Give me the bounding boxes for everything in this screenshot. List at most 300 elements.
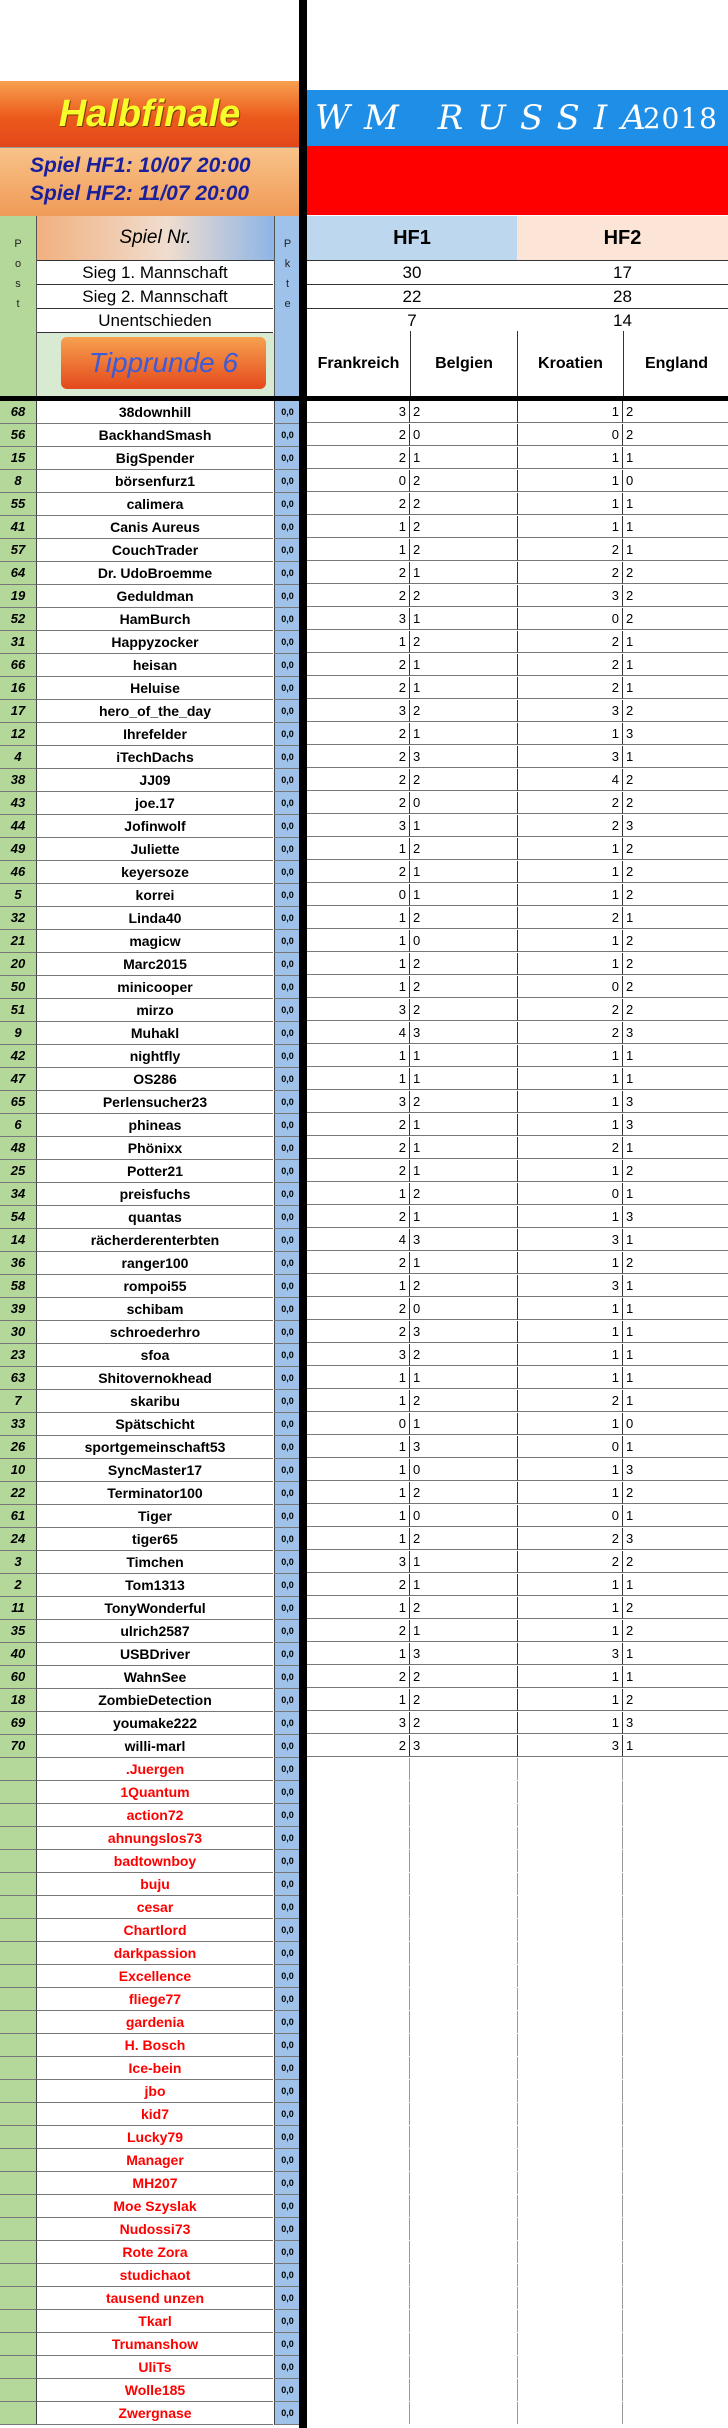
points-cell: 0,0 (274, 2218, 300, 2241)
tip-england-cell (623, 2287, 728, 2309)
tip-frankreich-cell (307, 2287, 410, 2309)
rank-cell: 3 (0, 1551, 37, 1574)
table-row (0, 1160, 728, 1183)
player-name-cell: buju (37, 1873, 273, 1896)
rank-cell: 21 (0, 930, 37, 953)
round-title: Halbfinale (0, 81, 299, 147)
tip-kroatien-cell (517, 2034, 623, 2056)
rank-cell: 26 (0, 1436, 37, 1459)
post-letter: s (15, 278, 21, 290)
player-name-cell: Potter21 (37, 1160, 273, 1183)
rank-cell (0, 2103, 37, 2126)
table-row (0, 2241, 728, 2264)
rank-cell (0, 2195, 37, 2218)
tip-belgien-cell: 0 (410, 930, 517, 952)
tip-kroatien-cell: 1 (517, 1482, 623, 1504)
rank-cell (0, 2080, 37, 2103)
table-row (0, 1873, 728, 1896)
tip-frankreich-cell (307, 1873, 410, 1895)
rank-cell (0, 2264, 37, 2287)
table-row (0, 1482, 728, 1505)
tip-kroatien-cell (517, 2172, 623, 2194)
tournament-banner (307, 90, 728, 146)
table-row (0, 2034, 728, 2057)
tip-kroatien-cell: 4 (517, 769, 623, 791)
points-cell: 0,0 (274, 1735, 300, 1758)
player-name-cell: ZombieDetection (37, 1689, 273, 1712)
tip-frankreich-cell: 2 (307, 1206, 410, 1228)
tip-frankreich-cell: 2 (307, 1321, 410, 1343)
tip-kroatien-cell: 1 (517, 1298, 623, 1320)
tip-frankreich-cell (307, 2264, 410, 2286)
player-name-cell: schroederhro (37, 1321, 273, 1344)
table-row (0, 1390, 728, 1413)
tip-england-cell (623, 2034, 728, 2056)
rank-cell: 31 (0, 631, 37, 654)
tip-belgien-cell: 2 (410, 539, 517, 561)
table-row (0, 1137, 728, 1160)
points-cell: 0,0 (274, 1229, 300, 1252)
tip-frankreich-cell: 2 (307, 861, 410, 883)
tip-england-cell: 3 (623, 815, 728, 837)
tip-kroatien-cell (517, 2402, 623, 2424)
tip-belgien-cell (410, 1873, 517, 1895)
tip-belgien-cell: 2 (410, 631, 517, 653)
rank-cell: 25 (0, 1160, 37, 1183)
points-cell: 0,0 (274, 2402, 300, 2425)
tip-england-cell (623, 2126, 728, 2148)
tip-kroatien-cell (517, 2264, 623, 2286)
table-row (0, 1758, 728, 1781)
hf2-draw-count: 14 (517, 309, 728, 333)
player-name-cell: ahnungslos73 (37, 1827, 273, 1850)
tip-kroatien-cell (517, 2379, 623, 2401)
tip-kroatien-cell: 1 (517, 1045, 623, 1067)
tip-belgien-cell: 1 (410, 884, 517, 906)
player-name-cell: Ihrefelder (37, 723, 273, 746)
post-column-header (0, 216, 37, 396)
player-name-cell: WahnSee (37, 1666, 273, 1689)
points-cell: 0,0 (274, 608, 300, 631)
points-cell: 0,0 (274, 2310, 300, 2333)
tip-kroatien-cell: 1 (517, 1597, 623, 1619)
player-name-cell: Tom1313 (37, 1574, 273, 1597)
tip-frankreich-cell (307, 2195, 410, 2217)
points-cell: 0,0 (274, 2241, 300, 2264)
player-name-cell: Geduldman (37, 585, 273, 608)
rank-cell: 51 (0, 999, 37, 1022)
table-row (0, 1206, 728, 1229)
tip-belgien-cell: 1 (410, 608, 517, 630)
tip-belgien-cell: 1 (410, 1620, 517, 1642)
player-name-cell: Shitovernokhead (37, 1367, 273, 1390)
rank-cell: 10 (0, 1459, 37, 1482)
tip-frankreich-cell (307, 1942, 410, 1964)
player-name-cell: BackhandSmash (37, 424, 273, 447)
tip-england-cell: 1 (623, 1367, 728, 1389)
tip-england-cell: 1 (623, 1574, 728, 1596)
tip-frankreich-cell: 3 (307, 815, 410, 837)
tip-england-cell: 1 (623, 1137, 728, 1159)
tip-belgien-cell (410, 2172, 517, 2194)
tip-belgien-cell: 1 (410, 1367, 517, 1389)
tip-england-cell (623, 2103, 728, 2125)
tip-kroatien-cell: 1 (517, 723, 623, 745)
points-cell: 0,0 (274, 723, 300, 746)
tip-kroatien-cell (517, 1919, 623, 1941)
player-name-cell: Manager (37, 2149, 273, 2172)
points-cell: 0,0 (274, 1413, 300, 1436)
hf2-sieg2-count: 28 (517, 285, 728, 309)
tip-england-cell: 1 (623, 1666, 728, 1688)
player-name-cell: Ice-bein (37, 2057, 273, 2080)
table-row (0, 1965, 728, 1988)
table-row (0, 677, 728, 700)
tip-frankreich-cell (307, 2333, 410, 2355)
tip-frankreich-cell (307, 1781, 410, 1803)
tip-frankreich-cell (307, 2218, 410, 2240)
tip-england-cell: 1 (623, 746, 728, 768)
table-row (0, 907, 728, 930)
table-row (0, 1919, 728, 1942)
points-cell: 0,0 (274, 1574, 300, 1597)
tip-kroatien-cell: 1 (517, 1206, 623, 1228)
tip-kroatien-cell: 3 (517, 585, 623, 607)
rank-cell: 15 (0, 447, 37, 470)
points-cell: 0,0 (274, 1942, 300, 1965)
tip-frankreich-cell (307, 1850, 410, 1872)
tip-kroatien-cell: 0 (517, 424, 623, 446)
tip-kroatien-cell: 2 (517, 1551, 623, 1573)
tip-frankreich-cell: 1 (307, 907, 410, 929)
tip-frankreich-cell: 1 (307, 1183, 410, 1205)
tip-belgien-cell: 0 (410, 1298, 517, 1320)
red-banner (307, 146, 728, 215)
player-name-cell: calimera (37, 493, 273, 516)
player-name-cell: Lucky79 (37, 2126, 273, 2149)
tip-belgien-cell: 3 (410, 1321, 517, 1343)
player-name-cell: SyncMaster17 (37, 1459, 273, 1482)
rank-cell (0, 1827, 37, 1850)
tip-england-cell (623, 1965, 728, 1987)
rank-cell (0, 2126, 37, 2149)
table-row (0, 815, 728, 838)
tip-kroatien-cell: 2 (517, 1137, 623, 1159)
tip-kroatien-cell: 3 (517, 746, 623, 768)
tip-england-cell (623, 2172, 728, 2194)
tip-kroatien-cell: 2 (517, 654, 623, 676)
rank-cell: 69 (0, 1712, 37, 1735)
tip-england-cell (623, 2356, 728, 2378)
player-name-cell: ranger100 (37, 1252, 273, 1275)
tip-belgien-cell (410, 2080, 517, 2102)
tip-kroatien-cell: 1 (517, 930, 623, 952)
tip-kroatien-cell: 2 (517, 631, 623, 653)
rank-cell (0, 2218, 37, 2241)
table-row (0, 654, 728, 677)
table-row (0, 1574, 728, 1597)
rank-cell: 41 (0, 516, 37, 539)
column-divider (299, 0, 307, 2428)
tip-frankreich-cell: 2 (307, 792, 410, 814)
player-name-cell: Timchen (37, 1551, 273, 1574)
tip-kroatien-cell (517, 2310, 623, 2332)
tip-england-cell: 2 (623, 1597, 728, 1619)
table-row (0, 1367, 728, 1390)
tip-belgien-cell (410, 2149, 517, 2171)
player-name-cell: cesar (37, 1896, 273, 1919)
points-cell: 0,0 (274, 1183, 300, 1206)
table-row (0, 769, 728, 792)
tip-frankreich-cell: 2 (307, 1160, 410, 1182)
tip-belgien-cell: 1 (410, 1068, 517, 1090)
tip-kroatien-cell (517, 2333, 623, 2355)
rank-cell: 17 (0, 700, 37, 723)
tip-kroatien-cell: 1 (517, 401, 623, 423)
tip-belgien-cell (410, 1988, 517, 2010)
rank-cell (0, 1804, 37, 1827)
tip-kroatien-cell: 1 (517, 861, 623, 883)
tip-belgien-cell: 2 (410, 769, 517, 791)
player-name-cell: skaribu (37, 1390, 273, 1413)
points-cell: 0,0 (274, 792, 300, 815)
tip-belgien-cell: 1 (410, 1551, 517, 1573)
tip-england-cell (623, 2080, 728, 2102)
tip-kroatien-cell (517, 1827, 623, 1849)
table-row (0, 1068, 728, 1091)
points-cell: 0,0 (274, 1344, 300, 1367)
rank-cell: 2 (0, 1574, 37, 1597)
table-row (0, 2310, 728, 2333)
rank-cell (0, 1942, 37, 1965)
tip-frankreich-cell: 1 (307, 930, 410, 952)
rank-cell: 60 (0, 1666, 37, 1689)
points-cell: 0,0 (274, 2264, 300, 2287)
points-cell: 0,0 (274, 2080, 300, 2103)
tip-kroatien-cell: 1 (517, 1689, 623, 1711)
player-name-cell: willi-marl (37, 1735, 273, 1758)
table-row (0, 447, 728, 470)
tip-kroatien-cell (517, 1758, 623, 1780)
tip-frankreich-cell (307, 1919, 410, 1941)
points-cell: 0,0 (274, 1390, 300, 1413)
tip-england-cell: 1 (623, 1344, 728, 1366)
player-name-cell: rächerderenterbten (37, 1229, 273, 1252)
table-row (0, 493, 728, 516)
tip-belgien-cell: 1 (410, 1160, 517, 1182)
player-name-cell: HamBurch (37, 608, 273, 631)
tip-england-cell: 0 (623, 1413, 728, 1435)
tip-kroatien-cell (517, 2126, 623, 2148)
player-name-cell: quantas (37, 1206, 273, 1229)
rank-cell (0, 1919, 37, 1942)
points-cell: 0,0 (274, 1275, 300, 1298)
tip-england-cell: 3 (623, 1022, 728, 1044)
table-row (0, 631, 728, 654)
points-cell: 0,0 (274, 838, 300, 861)
tip-england-cell: 2 (623, 999, 728, 1021)
points-cell: 0,0 (274, 1298, 300, 1321)
tip-england-cell (623, 2333, 728, 2355)
tip-frankreich-cell: 4 (307, 1229, 410, 1251)
points-cell: 0,0 (274, 2195, 300, 2218)
tip-england-cell: 2 (623, 1482, 728, 1504)
table-row (0, 1298, 728, 1321)
tip-kroatien-cell: 1 (517, 1367, 623, 1389)
tip-frankreich-cell: 0 (307, 1413, 410, 1435)
table-row (0, 1459, 728, 1482)
header-left-blank (0, 0, 300, 81)
tip-belgien-cell: 2 (410, 585, 517, 607)
tip-england-cell: 3 (623, 1206, 728, 1228)
points-cell: 0,0 (274, 1551, 300, 1574)
tip-england-cell: 2 (623, 976, 728, 998)
tip-frankreich-cell: 2 (307, 1620, 410, 1642)
tip-england-cell (623, 2264, 728, 2286)
tip-england-cell: 2 (623, 1551, 728, 1573)
rank-cell: 47 (0, 1068, 37, 1091)
player-name-cell: MH207 (37, 2172, 273, 2195)
tip-belgien-cell (410, 1804, 517, 1826)
tip-kroatien-cell: 2 (517, 999, 623, 1021)
rank-cell: 46 (0, 861, 37, 884)
rank-cell: 34 (0, 1183, 37, 1206)
tip-kroatien-cell: 1 (517, 470, 623, 492)
tip-belgien-cell: 3 (410, 1229, 517, 1251)
tip-belgien-cell: 2 (410, 1183, 517, 1205)
points-cell: 0,0 (274, 1091, 300, 1114)
table-row (0, 470, 728, 493)
player-name-cell: tiger65 (37, 1528, 273, 1551)
tip-frankreich-cell: 2 (307, 654, 410, 676)
tip-kroatien-cell: 3 (517, 1735, 623, 1757)
player-name-cell: JJ09 (37, 769, 273, 792)
rank-cell: 19 (0, 585, 37, 608)
table-row (0, 1643, 728, 1666)
hf1-sieg2-count: 22 (307, 285, 517, 309)
tip-frankreich-cell (307, 2310, 410, 2332)
player-name-cell: Wolle185 (37, 2379, 273, 2402)
tip-frankreich-cell: 2 (307, 746, 410, 768)
tip-belgien-cell: 2 (410, 1390, 517, 1412)
points-cell: 0,0 (274, 1022, 300, 1045)
tip-belgien-cell: 3 (410, 1436, 517, 1458)
tip-belgien-cell: 3 (410, 1022, 517, 1044)
player-name-cell: tausend unzen (37, 2287, 273, 2310)
post-letter: P (14, 238, 22, 250)
rank-cell (0, 2379, 37, 2402)
tip-kroatien-cell: 0 (517, 976, 623, 998)
tip-belgien-cell: 3 (410, 1735, 517, 1757)
tip-frankreich-cell: 1 (307, 539, 410, 561)
tip-kroatien-cell (517, 1942, 623, 1964)
player-name-cell: USBDriver (37, 1643, 273, 1666)
tip-belgien-cell (410, 1827, 517, 1849)
player-name-cell: Marc2015 (37, 953, 273, 976)
player-name-cell: Moe Szyslak (37, 2195, 273, 2218)
table-row (0, 1045, 728, 1068)
table-row (0, 2402, 728, 2425)
points-cell: 0,0 (274, 1436, 300, 1459)
player-name-cell: phineas (37, 1114, 273, 1137)
tip-kroatien-cell: 2 (517, 1390, 623, 1412)
table-row (0, 1436, 728, 1459)
tip-frankreich-cell: 2 (307, 1666, 410, 1688)
table-row (0, 1528, 728, 1551)
tip-frankreich-cell: 4 (307, 1022, 410, 1044)
tip-belgien-cell (410, 2034, 517, 2056)
player-name-cell: Heluise (37, 677, 273, 700)
rank-cell: 23 (0, 1344, 37, 1367)
table-row (0, 1620, 728, 1643)
tip-kroatien-cell: 1 (517, 516, 623, 538)
table-row (0, 2011, 728, 2034)
table-row (0, 1229, 728, 1252)
table-row (0, 2264, 728, 2287)
points-cell: 0,0 (274, 1643, 300, 1666)
points-cell: 0,0 (274, 769, 300, 792)
tip-belgien-cell: 2 (410, 999, 517, 1021)
tip-frankreich-cell: 2 (307, 677, 410, 699)
tip-belgien-cell: 2 (410, 907, 517, 929)
tip-belgien-cell: 2 (410, 700, 517, 722)
tip-belgien-cell (410, 2241, 517, 2263)
table-row (0, 1988, 728, 2011)
rank-cell (0, 1965, 37, 1988)
tip-kroatien-cell (517, 2103, 623, 2125)
tip-england-cell: 1 (623, 1183, 728, 1205)
pkte-column-header (274, 216, 300, 396)
rank-cell: 55 (0, 493, 37, 516)
table-row (0, 838, 728, 861)
tip-england-cell: 2 (623, 838, 728, 860)
tip-frankreich-cell (307, 1758, 410, 1780)
table-row (0, 401, 728, 424)
player-name-cell: action72 (37, 1804, 273, 1827)
tip-england-cell: 2 (623, 953, 728, 975)
tip-kroatien-cell: 1 (517, 1574, 623, 1596)
tip-england-cell (623, 1896, 728, 1918)
player-name-cell: UliTs (37, 2356, 273, 2379)
tip-belgien-cell: 1 (410, 1252, 517, 1274)
points-cell: 0,0 (274, 2172, 300, 2195)
points-cell: 0,0 (274, 2149, 300, 2172)
points-cell: 0,0 (274, 930, 300, 953)
tip-frankreich-cell (307, 1965, 410, 1987)
tip-england-cell: 2 (623, 401, 728, 423)
tip-england-cell (623, 1850, 728, 1872)
tip-kroatien-cell: 2 (517, 677, 623, 699)
draw-label: Unentschieden (37, 309, 273, 333)
rank-cell (0, 1850, 37, 1873)
tip-england-cell: 1 (623, 907, 728, 929)
tip-belgien-cell: 0 (410, 1505, 517, 1527)
tip-england-cell (623, 1919, 728, 1941)
tip-frankreich-cell (307, 2103, 410, 2125)
tip-kroatien-cell: 1 (517, 1413, 623, 1435)
tip-belgien-cell: 1 (410, 677, 517, 699)
tip-frankreich-cell: 1 (307, 1068, 410, 1090)
points-cell: 0,0 (274, 907, 300, 930)
points-cell: 0,0 (274, 562, 300, 585)
rank-cell: 65 (0, 1091, 37, 1114)
tip-belgien-cell: 2 (410, 1689, 517, 1711)
table-row (0, 1781, 728, 1804)
tip-frankreich-cell (307, 2402, 410, 2424)
player-name-cell: Linda40 (37, 907, 273, 930)
player-name-cell: Happyzocker (37, 631, 273, 654)
player-name-cell: TonyWonderful (37, 1597, 273, 1620)
